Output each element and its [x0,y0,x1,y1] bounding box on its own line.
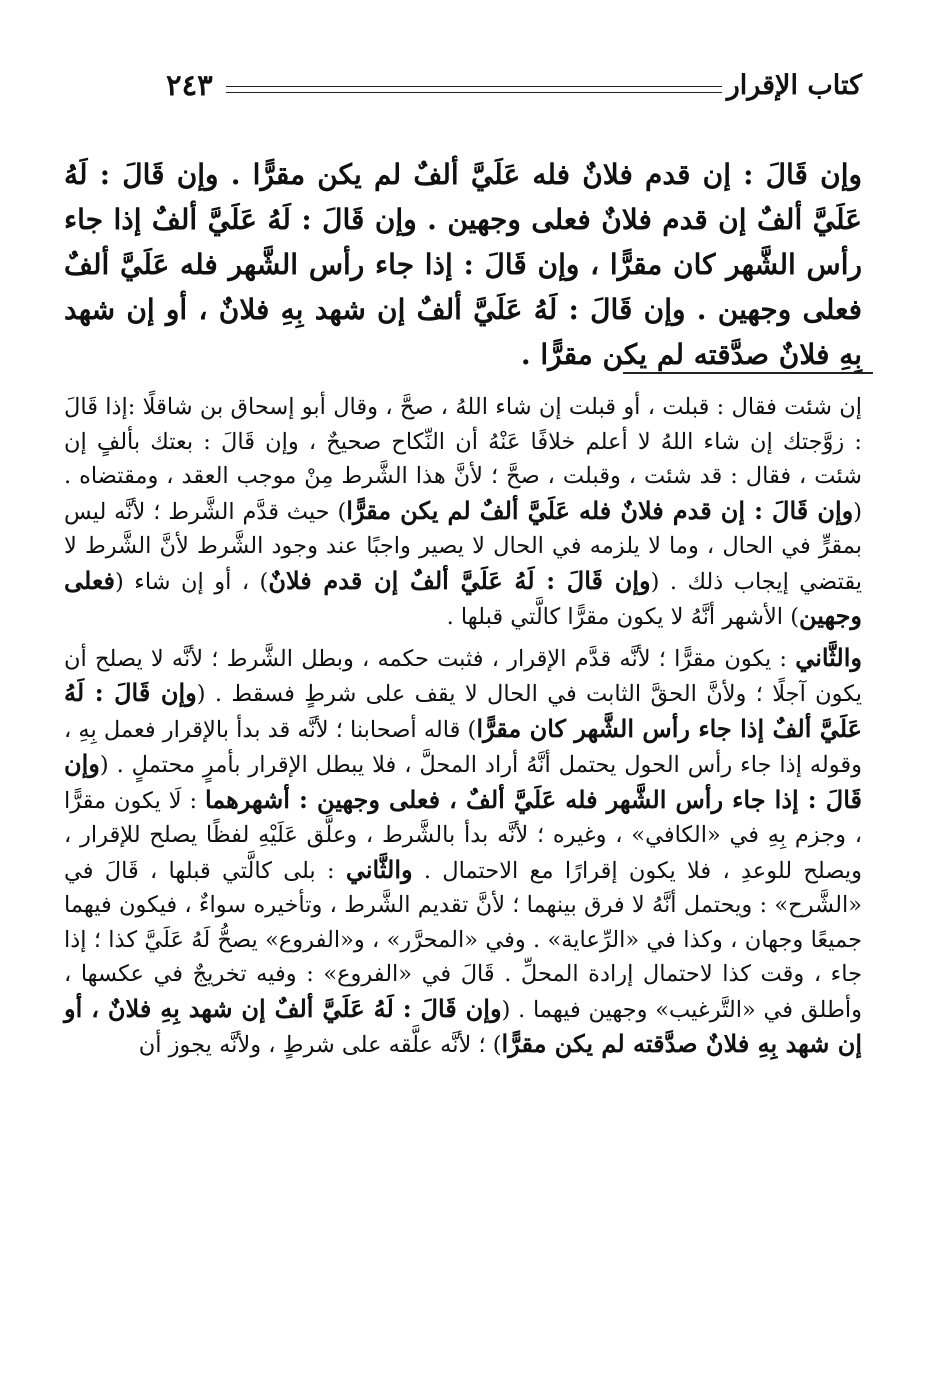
sharh-text: : لَا يكون مقرًّا ، وجزم بِهِ في «الكافي» ، وغيره ؛ لأنَّه بدأ بالشَّرط ، وعلَّق عَلَيْهِ لفظًا يصلح للإقرار ، ويصلح للوعدِ ، فلا يكون إقرارًا مع الاحتمال . [64,787,863,884]
quoted-matn: فعلى وجهين [64,565,862,630]
quoted-matn: وإن قَالَ : إن قدم فلانٌ فله عَلَيَّ ألفٌ لم يكن مقرًّا [346,495,854,525]
page-number: ٢٤٣ [166,68,213,102]
sharh-text: ) ، أو إن شاء ( [115,568,269,595]
header-rule-upper [226,86,722,87]
matn-text: وإن قَالَ : إن قدم فلانٌ فله عَلَيَّ ألفٌ لم يكن مقرًّا . وإن قَالَ : لَهُ عَلَيَّ ألفٌ إن قدم فلانٌ فعلى وجهين . وإن قَالَ : لَهُ عَلَيَّ ألفٌ إذا جاء رأس الشَّهر كان مقرًّا ، وإن قَالَ : إذا جاء رأس الشَّهر فله عَلَيَّ ألفٌ فعلى وجهين . وإن قَالَ : لَهُ عَلَيَّ ألفٌ إن شهد بِهِ فلانٌ ، أو إن شهد بِهِ فلانٌ صدَّقته لم يكن مقرًّا . [64,158,862,371]
sharh-commentary [64,390,862,1063]
sharh-paragraph-2 [64,641,862,1063]
sharh-text: ) الأشهر أنَّهُ لا يكون مقرًّا كالَّتي قبلها . [446,604,799,630]
sharh-text: : يكون مقرًّا ؛ لأنَّه قدَّم الإقرار ، فثبت حكمه ، وبطل الشَّرط ؛ لأنَّه لا يصلح أن يكون آجلًا ؛ ولأنَّ الحقَّ الثابت في الحال لا يقف على شرطٍ فسقط . ( [64,645,862,707]
sharh-text: ) حيث قدَّم الشَّرط ؛ لأنَّه ليس بمقرٍّ في الحال ، وما لا يلزمه في الحال لا يصير واجبًا عند وجود الشَّرط لأنَّ الشَّرط لا يقتضي إيجاب ذلك . ( [64,498,863,595]
page-header [0,62,938,102]
header-rule-lower [226,92,722,93]
quoted-matn: وإن قَالَ : إذا جاء رأس الشَّهر فله عَلَيَّ ألفٌ ، فعلى وجهين : أشهرهما [64,749,862,814]
quoted-matn: وإن قَالَ : لَهُ عَلَيَّ ألفٌ إذا جاء رأس الشَّهر كان مقرًّا [64,678,863,743]
quoted-matn: وإن قَالَ : لَهُ عَلَيَّ ألفٌ إن قدم فلانٌ [268,565,651,595]
quoted-matn: والثَّاني [345,854,413,884]
matn-separator-rule [623,372,873,374]
sharh-text: إن شئت فقال : قبلت ، أو قبلت إن شاء اللهُ ، صحَّ ، وقال أبو إسحاق بن شاقلًا :إذا قَالَ : زوَّجتك إن شاء اللهُ لا أعلم خلافًا عَنْهُ أن النِّكاح صحيحٌ ، وإن قَالَ : بعتك بألفٍ إن شئت ، فقال : قد شئت ، وقبلت ، صحَّ ؛ لأنَّ هذا الشَّرط مِنْ موجب العقد ، ومقتضاه . ( [64,394,862,525]
sharh-text: : بلى كالَّتي قبلها ، قَالَ في «الشَّرح» : ويحتمل أنَّهُ لا فرق بينهما ؛ لأنَّ تقديم الشَّرط ، وتأخيره سواءٌ ، فيكون فيهما جميعًا وجهان ، وكذا في «الرِّعاية» . وفي «المحرَّر» ، و«الفروع» يصحُّ لَهُ عَلَيَّ كذا ؛ إذا جاء ، وقت كذا لاحتمال إرادة المحلِّ . قَالَ في «الفروع» : وفيه تخريجٌ في عكسها ، وأطلق في «التَّرغيب» وجهين فيهما . ( [64,857,862,1023]
book-title: كتاب الإقرار [726,70,862,101]
sharh-text: ) قاله أصحابنا ؛ لأنَّه قد بدأ بالإقرار فعمل بِهِ ، وقوله إذا جاء رأس الحول يحتمل أنَّهُ أراد المحلَّ ، فلا يبطل الإقرار بأمرٍ محتملٍ . ( [64,716,862,778]
quoted-matn: وإن قَالَ : لَهُ عَلَيَّ ألفٌ إن شهد بِهِ فلانٌ ، أو إن شهد بِهِ فلانٌ صدَّقته لم يكن مقرًّا [64,993,862,1058]
sharh-paragraph-1 [64,390,862,635]
sharh-text: ) ؛ لأنَّه علَّقه على شرطٍ ، ولأنَّه يجوز أن [138,1032,502,1058]
quoted-matn: والثَّاني [795,642,862,672]
